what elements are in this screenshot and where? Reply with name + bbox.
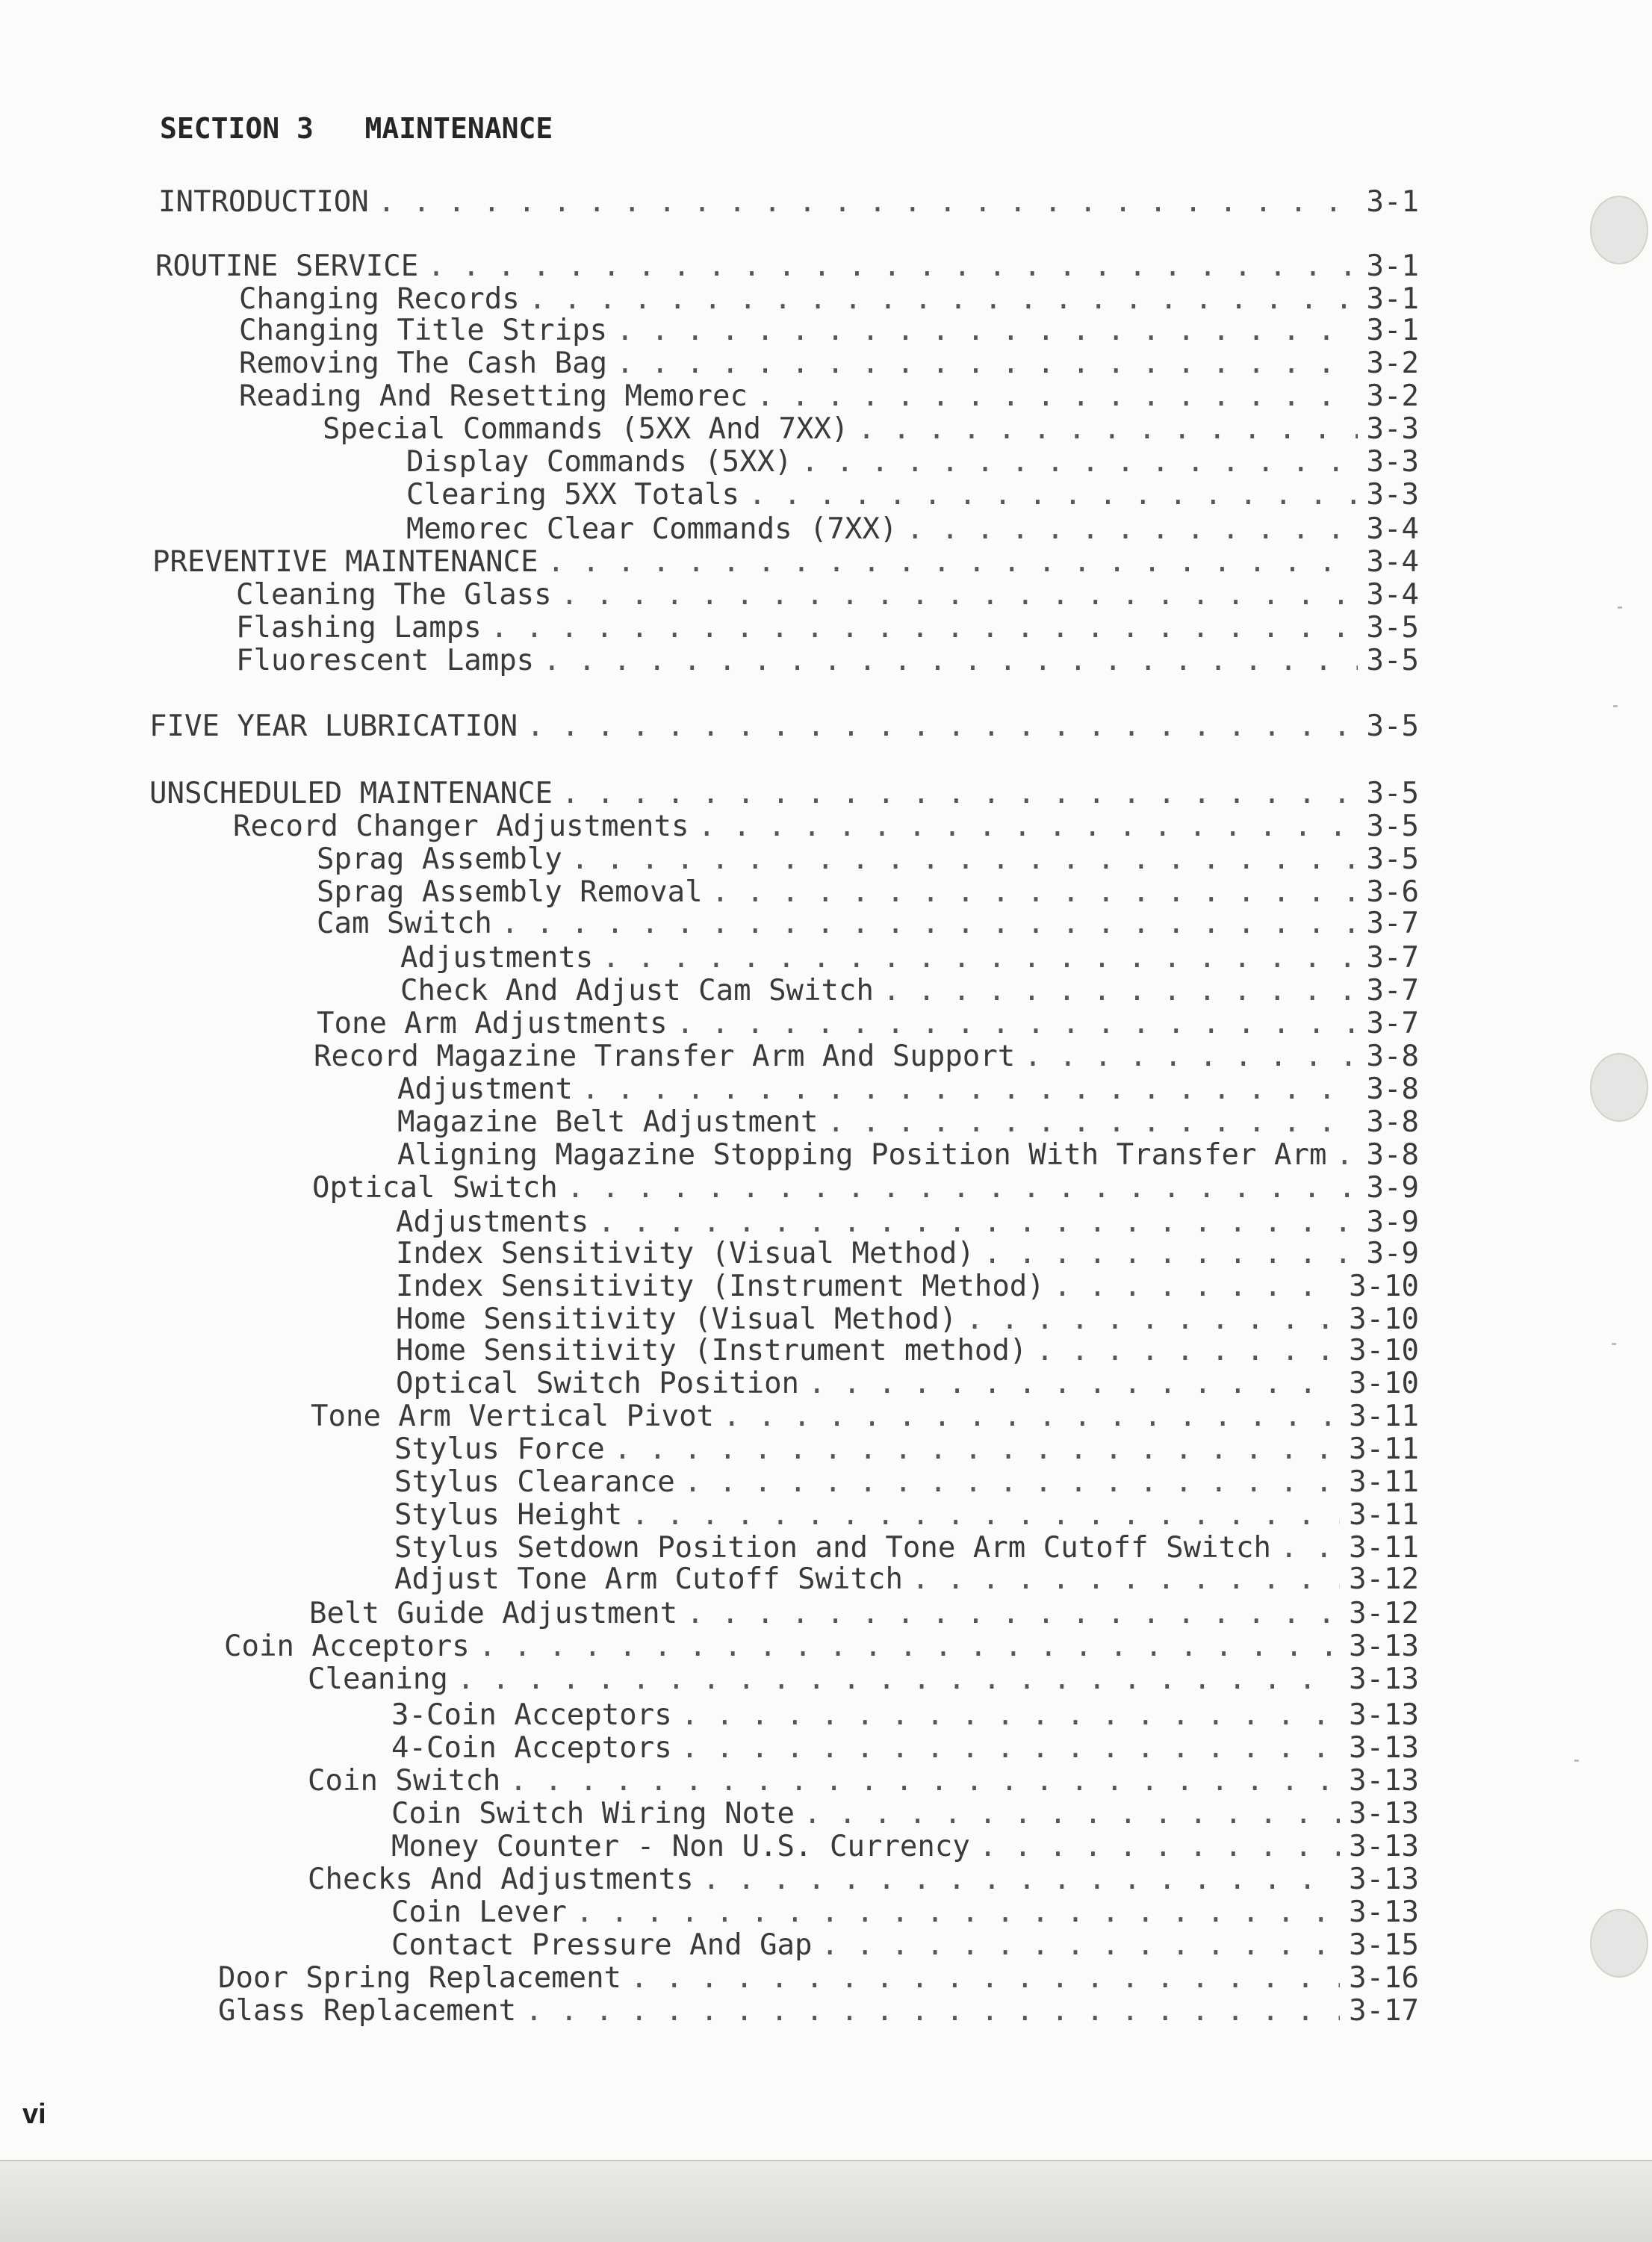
toc-entry — [218, 1994, 1419, 2028]
toc-entry-title: Sprag Assembly Removal — [317, 875, 703, 909]
toc-entry-page: 3-4 — [1366, 578, 1419, 612]
dot-leader — [808, 1367, 1340, 1401]
dot-leader — [479, 1630, 1340, 1664]
toc-entry — [396, 1334, 1419, 1368]
toc-entry — [236, 611, 1419, 645]
toc-entry-title: Optical Switch Position — [396, 1367, 800, 1400]
toc-entry — [239, 282, 1419, 317]
dot-leader — [906, 512, 1357, 547]
toc-entry-page: 3-10 — [1349, 1270, 1419, 1303]
toc-entry — [406, 478, 1419, 512]
section-title: MAINTENANCE — [364, 112, 553, 145]
toc-entry — [406, 445, 1419, 479]
toc-entry-page: 3-9 — [1366, 1205, 1419, 1239]
toc-entry — [396, 1302, 1419, 1337]
toc-entry-title: Sprag Assembly — [317, 842, 562, 876]
toc-entry-title: Check And Adjust Cam Switch — [400, 974, 874, 1007]
dot-leader — [1054, 1270, 1340, 1304]
dot-leader — [602, 941, 1357, 975]
toc-entry — [391, 1797, 1419, 1831]
toc-entry-page: 3-2 — [1366, 379, 1419, 413]
toc-entry-page: 3-10 — [1349, 1302, 1419, 1336]
toc-entry — [391, 1731, 1419, 1766]
toc-entry — [394, 1465, 1419, 1500]
toc-entry — [406, 512, 1419, 547]
toc-entry-page: 3-5 — [1366, 842, 1419, 876]
dot-leader — [703, 1863, 1341, 1897]
dot-leader — [698, 810, 1357, 844]
toc-entry — [236, 644, 1419, 678]
page-bottom-edge — [0, 2160, 1652, 2242]
toc-entry-title: Stylus Clearance — [394, 1465, 675, 1499]
toc-entry — [397, 1072, 1419, 1107]
dot-leader — [527, 709, 1357, 744]
toc-entry-title: Tone Arm Adjustments — [317, 1007, 668, 1040]
toc-entry-page: 3-8 — [1366, 1138, 1419, 1172]
toc-entry-title: Cleaning The Glass — [236, 578, 552, 612]
dot-leader — [827, 1105, 1358, 1140]
section-number: SECTION 3 — [160, 112, 314, 145]
toc-entry — [239, 379, 1419, 414]
toc-entry-title: Coin Switch — [308, 1764, 501, 1798]
toc-entry-page: 3-3 — [1366, 445, 1419, 479]
dot-leader — [543, 644, 1357, 678]
dot-leader — [681, 1731, 1340, 1766]
paper-speck — [1574, 1760, 1579, 1762]
toc-entry-title: Tone Arm Vertical Pivot — [311, 1400, 715, 1433]
toc-entry-page: 3-11 — [1349, 1432, 1419, 1466]
section-heading — [160, 112, 553, 145]
dot-leader — [1280, 1531, 1340, 1565]
toc-entry-page: 3-4 — [1366, 512, 1419, 546]
dot-leader — [547, 545, 1358, 580]
toc-entry-title: Magazine Belt Adjustment — [397, 1105, 819, 1139]
toc-entry-page: 3-15 — [1349, 1928, 1419, 1962]
toc-entry-page: 3-13 — [1349, 1662, 1419, 1696]
toc-entry — [149, 709, 1419, 744]
toc-entry-page: 3-8 — [1366, 1072, 1419, 1106]
toc-entry-page: 3-7 — [1366, 907, 1419, 940]
toc-entry-page: 3-11 — [1349, 1498, 1419, 1532]
toc-entry — [158, 185, 1419, 220]
toc-entry-title: Stylus Setdown Position and Tone Arm Cutoff Switch — [394, 1531, 1271, 1565]
toc-entry — [152, 545, 1419, 580]
toc-entry-title: Belt Guide Adjustment — [309, 1597, 678, 1630]
dot-leader — [723, 1400, 1340, 1434]
paper-speck — [1612, 1343, 1616, 1345]
toc-entry-page: 3-11 — [1349, 1531, 1419, 1565]
toc-entry-page: 3-11 — [1349, 1465, 1419, 1499]
toc-entry-title: Glass Replacement — [218, 1994, 517, 2028]
toc-entry — [317, 907, 1419, 941]
toc-entry — [155, 249, 1419, 284]
toc-entry-title: Cam Switch — [317, 907, 492, 940]
toc-entry-title: Home Sensitivity (Visual Method) — [396, 1302, 957, 1336]
toc-entry — [239, 347, 1419, 381]
toc-entry-page: 3-12 — [1349, 1597, 1419, 1630]
dot-leader — [748, 478, 1357, 512]
toc-entry — [391, 1830, 1419, 1864]
page-number: vi — [22, 2099, 46, 2130]
dot-leader — [966, 1302, 1340, 1337]
dot-leader — [757, 379, 1358, 414]
toc-entry-page: 3-13 — [1349, 1830, 1419, 1863]
toc-entry — [236, 578, 1419, 612]
toc-entry — [317, 875, 1419, 910]
toc-entry-page: 3-16 — [1349, 1961, 1419, 1995]
toc-entry — [308, 1662, 1419, 1697]
toc-entry — [396, 1367, 1419, 1401]
toc-entry-title: Index Sensitivity (Visual Method) — [396, 1237, 975, 1270]
toc-entry-page: 3-9 — [1366, 1171, 1419, 1205]
toc-entry-page: 3-17 — [1349, 1994, 1419, 2028]
dot-leader — [801, 445, 1358, 479]
toc-entry-page: 3-1 — [1366, 249, 1419, 283]
dot-leader — [616, 347, 1357, 381]
toc-entry-page: 3-5 — [1366, 709, 1419, 743]
toc-entry — [239, 314, 1419, 348]
toc-entry-title: Index Sensitivity (Instrument Method) — [396, 1270, 1045, 1303]
toc-entry-page: 3-8 — [1366, 1040, 1419, 1073]
dot-leader — [378, 185, 1358, 220]
toc-entry-page: 3-13 — [1349, 1797, 1419, 1830]
toc-entry — [314, 1040, 1419, 1074]
toc-entry — [308, 1863, 1419, 1897]
toc-entry-page: 3-13 — [1349, 1764, 1419, 1798]
toc-entry-page: 3-5 — [1366, 777, 1419, 810]
toc-entry-title: Flashing Lamps — [236, 611, 482, 645]
toc-entry-page: 3-13 — [1349, 1698, 1419, 1732]
dot-leader — [576, 1895, 1340, 1930]
toc-entry-page: 3-9 — [1366, 1237, 1419, 1270]
toc-entry-page: 3-7 — [1366, 1007, 1419, 1040]
binder-hole-bottom — [1590, 1909, 1648, 1978]
toc-entry-title: Reading And Resetting Memorec — [239, 379, 748, 413]
toc-entry-title: Fluorescent Lamps — [236, 644, 535, 677]
toc-entry-page: 3-11 — [1349, 1400, 1419, 1433]
dot-leader — [1335, 1138, 1357, 1173]
toc-entry-page: 3-8 — [1366, 1105, 1419, 1139]
dot-leader — [567, 1171, 1358, 1205]
dot-leader — [501, 907, 1358, 941]
toc-entry-page: 3-10 — [1349, 1334, 1419, 1367]
toc-entry-title: Adjust Tone Arm Cutoff Switch — [394, 1562, 903, 1596]
dot-leader — [684, 1465, 1340, 1500]
dot-leader — [804, 1797, 1340, 1831]
dot-leader — [979, 1830, 1340, 1864]
toc-entry — [400, 974, 1419, 1008]
dot-leader — [509, 1764, 1340, 1798]
toc-entry-title: 4-Coin Acceptors — [391, 1731, 672, 1765]
dot-leader — [561, 578, 1358, 612]
toc-entry — [397, 1105, 1419, 1140]
toc-entry-title: Clearing 5XX Totals — [406, 478, 740, 512]
toc-entry-title: Money Counter - Non U.S. Currency — [391, 1830, 970, 1863]
toc-entry — [396, 1237, 1419, 1271]
toc-entry — [391, 1698, 1419, 1733]
toc-entry-title: Removing The Cash Bag — [239, 347, 608, 380]
toc-entry-title: Changing Title Strips — [239, 314, 608, 347]
dot-leader — [1024, 1040, 1357, 1074]
toc-entry-title: 3-Coin Acceptors — [391, 1698, 672, 1732]
toc-entry-title: PREVENTIVE MAINTENANCE — [152, 545, 538, 579]
toc-entry — [323, 412, 1419, 447]
toc-entry-title: Changing Records — [239, 282, 520, 316]
dot-leader — [857, 412, 1357, 447]
dot-leader — [686, 1597, 1340, 1631]
toc-entry-title: Checks And Adjustments — [308, 1863, 694, 1896]
dot-leader — [616, 314, 1357, 348]
toc-entry-title: Coin Acceptors — [224, 1630, 470, 1663]
binder-hole-top — [1590, 196, 1648, 264]
dot-leader — [984, 1237, 1358, 1271]
toc-entry-page: 3-4 — [1366, 545, 1419, 579]
toc-entry — [317, 842, 1419, 877]
toc-entry-title: ROUTINE SERVICE — [155, 249, 419, 283]
dot-leader — [525, 1994, 1340, 2028]
dot-leader — [427, 249, 1357, 284]
toc-entry — [311, 1400, 1419, 1434]
dot-leader — [597, 1205, 1357, 1240]
binder-hole-middle — [1590, 1053, 1648, 1122]
toc-entry-title: Display Commands (5XX) — [406, 445, 792, 479]
toc-entry-page: 3-12 — [1349, 1562, 1419, 1596]
toc-entry-page: 3-10 — [1349, 1367, 1419, 1400]
toc-entry — [396, 1270, 1419, 1304]
toc-entry-title: Adjustments — [400, 941, 594, 975]
dot-leader — [571, 842, 1358, 877]
toc-entry-title: Special Commands (5XX And 7XX) — [323, 412, 849, 446]
toc-entry-title: Stylus Height — [394, 1498, 623, 1532]
toc-entry-page: 3-6 — [1366, 875, 1419, 909]
toc-entry-title: Record Magazine Transfer Arm And Support — [314, 1040, 1016, 1073]
toc-entry-title: FIVE YEAR LUBRICATION — [149, 709, 518, 743]
toc-entry-page: 3-13 — [1349, 1863, 1419, 1896]
toc-entry — [391, 1895, 1419, 1930]
toc-entry-title: Adjustments — [396, 1205, 589, 1239]
toc-entry-title: Door Spring Replacement — [218, 1961, 622, 1995]
toc-entry-page: 3-3 — [1366, 478, 1419, 512]
toc-entry — [317, 1007, 1419, 1041]
toc-entry-title: Aligning Magazine Stopping Position With Transfer Arm — [397, 1138, 1327, 1172]
toc-entry — [224, 1630, 1419, 1664]
dot-leader — [712, 875, 1358, 910]
toc-entry — [391, 1928, 1419, 1963]
dot-leader — [614, 1432, 1340, 1467]
toc-entry-title: Home Sensitivity (Instrument method) — [396, 1334, 1028, 1367]
toc-entry-page: 3-1 — [1366, 185, 1419, 219]
toc-entry — [394, 1562, 1419, 1597]
toc-entry-title: Record Changer Adjustments — [233, 810, 689, 843]
toc-entry-title: INTRODUCTION — [158, 185, 369, 219]
toc-entry — [149, 777, 1419, 811]
toc-entry — [394, 1432, 1419, 1467]
toc-entry-page: 3-13 — [1349, 1895, 1419, 1929]
dot-leader — [1036, 1334, 1340, 1368]
dot-leader — [582, 1072, 1358, 1107]
dot-leader — [822, 1928, 1341, 1963]
toc-entry-page: 3-1 — [1366, 314, 1419, 347]
dot-leader — [681, 1698, 1340, 1733]
toc-entry-page: 3-5 — [1366, 810, 1419, 843]
toc-entry — [312, 1171, 1419, 1205]
toc-entry-page: 3-5 — [1366, 611, 1419, 645]
toc-entry-page: 3-1 — [1366, 282, 1419, 316]
toc-entry-page: 3-3 — [1366, 412, 1419, 446]
toc-entry — [394, 1531, 1419, 1565]
dot-leader — [630, 1961, 1340, 1996]
toc-entry-title: Optical Switch — [312, 1171, 558, 1205]
toc-entry — [396, 1205, 1419, 1240]
dot-leader — [529, 282, 1358, 317]
toc-entry — [397, 1138, 1419, 1173]
dot-leader — [912, 1562, 1340, 1597]
toc-entry-page: 3-7 — [1366, 941, 1419, 975]
dot-leader — [883, 974, 1358, 1008]
dot-leader — [562, 777, 1358, 811]
toc-entry-page: 3-2 — [1366, 347, 1419, 380]
paper-speck — [1613, 705, 1618, 707]
dot-leader — [491, 611, 1358, 645]
toc-entry-page: 3-13 — [1349, 1731, 1419, 1765]
paper-speck — [1618, 606, 1622, 609]
dot-leader — [457, 1662, 1340, 1697]
toc-entry — [400, 941, 1419, 975]
toc-entry-title: UNSCHEDULED MAINTENANCE — [149, 777, 553, 810]
toc-entry — [309, 1597, 1419, 1631]
dot-leader — [677, 1007, 1358, 1041]
dot-leader — [631, 1498, 1340, 1533]
toc-entry-title: Cleaning — [308, 1662, 448, 1696]
toc-entry-page: 3-13 — [1349, 1630, 1419, 1663]
toc-entry-title: Coin Switch Wiring Note — [391, 1797, 795, 1830]
toc-entry-page: 3-5 — [1366, 644, 1419, 677]
toc-entry-title: Adjustment — [397, 1072, 573, 1106]
toc-entry — [233, 810, 1419, 844]
toc-entry — [308, 1764, 1419, 1798]
toc-entry — [218, 1961, 1419, 1996]
toc-entry-title: Stylus Force — [394, 1432, 605, 1466]
toc-entry-title: Contact Pressure And Gap — [391, 1928, 813, 1962]
toc-entry-title: Memorec Clear Commands (7XX) — [406, 512, 898, 546]
toc-entry — [394, 1498, 1419, 1533]
toc-entry-title: Coin Lever — [391, 1895, 567, 1929]
toc-entry-page: 3-7 — [1366, 974, 1419, 1007]
